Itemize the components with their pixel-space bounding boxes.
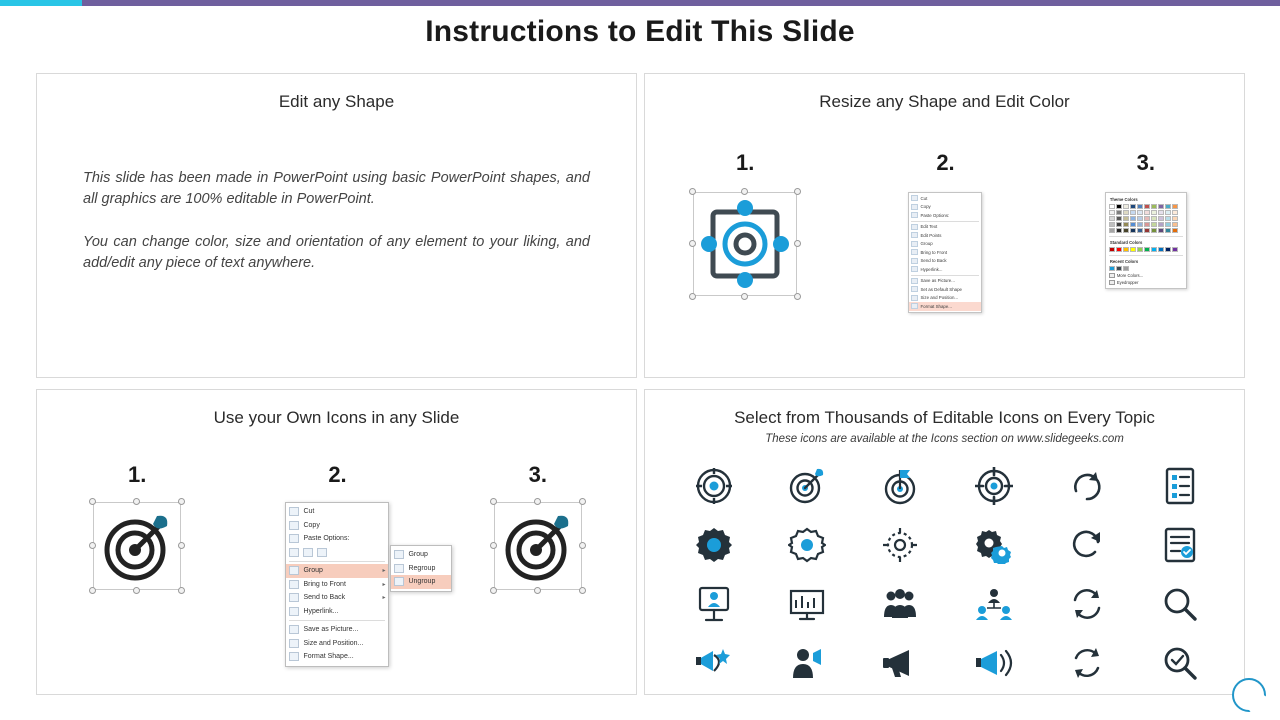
color-swatch[interactable]	[1137, 247, 1143, 252]
resize-handle-middle-right[interactable]	[794, 240, 801, 247]
color-swatch[interactable]	[1144, 222, 1150, 227]
context-menu-label: Save as Picture...	[303, 626, 359, 634]
resize-handle-top-right[interactable]	[178, 498, 185, 505]
color-swatch[interactable]	[1172, 204, 1178, 209]
color-swatch[interactable]	[1116, 228, 1122, 233]
color-swatch[interactable]	[1172, 247, 1178, 252]
color-swatch[interactable]	[1116, 204, 1122, 209]
mini-menu-label: Set as Default Shape	[920, 286, 962, 292]
color-swatch[interactable]	[1116, 216, 1122, 221]
submenu-item-ungroup[interactable]	[391, 575, 451, 589]
color-swatch[interactable]	[1158, 216, 1164, 221]
color-swatch[interactable]	[1158, 247, 1164, 252]
color-swatch[interactable]	[1116, 222, 1122, 227]
color-swatch[interactable]	[1137, 222, 1143, 227]
theme-color-row[interactable]	[1109, 204, 1183, 209]
icon-cell[interactable]	[694, 525, 734, 565]
menu-divider	[289, 620, 385, 621]
color-swatch[interactable]	[1130, 210, 1136, 215]
target-dartboard-icon	[695, 467, 733, 505]
accent-bar-left	[0, 0, 82, 6]
color-swatch[interactable]	[1137, 216, 1143, 221]
document-check-icon	[1163, 526, 1197, 564]
mini-menu-item[interactable]	[909, 277, 981, 286]
recent-color-row[interactable]	[1109, 266, 1183, 271]
icon-cell[interactable]	[974, 643, 1014, 683]
ungrouped-icon-wrapper	[494, 502, 582, 590]
resize-step3-art	[1046, 192, 1246, 289]
own-icons-step-3: 3.	[528, 462, 547, 487]
color-swatch[interactable]	[1109, 222, 1115, 227]
resize-handle-bottom-right[interactable]	[579, 587, 586, 594]
person-presenter-icon	[697, 585, 731, 623]
refresh-clockwise-icon	[1070, 469, 1104, 503]
color-swatch[interactable]	[1151, 216, 1157, 221]
color-swatch[interactable]	[1144, 228, 1150, 233]
page-title: Instructions to Edit This Slide	[425, 15, 855, 48]
group-submenu[interactable]	[390, 545, 452, 592]
resize-handle-bottom-left[interactable]	[89, 587, 96, 594]
resize-handle-top-right[interactable]	[579, 498, 586, 505]
more-colors-option[interactable]	[1109, 273, 1183, 278]
mini-menu-label: Bring to Front	[920, 249, 948, 255]
target-crosshair-icon	[975, 467, 1013, 505]
resize-handle-middle-left[interactable]	[490, 542, 497, 549]
mini-menu-item[interactable]	[909, 203, 981, 212]
theme-color-row[interactable]	[1109, 222, 1183, 227]
color-swatch[interactable]	[1158, 228, 1164, 233]
gear-dotted-icon	[881, 526, 919, 564]
icon-cell[interactable]	[694, 643, 734, 683]
color-swatch[interactable]	[1151, 210, 1157, 215]
icon-cell[interactable]	[880, 466, 920, 506]
mini-menu-label: Hyperlink...	[920, 266, 943, 272]
hyperlink-icon	[911, 266, 918, 272]
magnifier-icon	[1162, 586, 1198, 622]
submenu-label: Group	[408, 551, 428, 559]
selected-icon-wrapper	[93, 502, 181, 590]
icon-cell[interactable]	[694, 466, 734, 506]
color-swatch[interactable]	[1151, 228, 1157, 233]
hyperlink-icon	[289, 607, 299, 616]
mini-menu-label: Copy	[920, 204, 931, 210]
cut-icon	[911, 195, 918, 201]
copy-icon	[289, 521, 299, 530]
color-swatch[interactable]	[1137, 210, 1143, 215]
color-swatch[interactable]	[1165, 216, 1171, 221]
panel-title-edit-shape: Edit any Shape	[278, 92, 395, 111]
megaphone-icon	[881, 647, 919, 679]
regroup-icon	[394, 564, 404, 573]
mini-menu-label: Send to Back	[920, 258, 947, 264]
color-swatch[interactable]	[1158, 204, 1164, 209]
context-menu-label: Bring to Front	[303, 580, 346, 588]
mini-menu-label: Group	[920, 241, 933, 247]
own-icons-step2-art	[237, 502, 437, 667]
resize-handle-bottom-right[interactable]	[794, 293, 801, 300]
size-position-icon	[289, 639, 299, 648]
color-swatch[interactable]	[1165, 222, 1171, 227]
context-menu-label: Hyperlink...	[303, 607, 339, 615]
icon-cell[interactable]	[974, 584, 1014, 624]
resize-steps-row	[645, 150, 1246, 176]
selection-box	[693, 192, 797, 296]
icon-cell[interactable]	[880, 643, 920, 683]
menu-divider	[911, 275, 979, 276]
context-menu-label: Send to Back	[303, 594, 346, 602]
color-swatch[interactable]	[1165, 247, 1171, 252]
mini-menu-item-format-shape[interactable]	[909, 302, 981, 311]
icon-cell[interactable]	[787, 525, 827, 565]
color-swatch[interactable]	[1123, 204, 1129, 209]
mini-menu-label: Cut	[920, 195, 928, 201]
context-menu-item[interactable]	[286, 519, 388, 533]
color-swatch[interactable]	[1130, 204, 1136, 209]
submenu-label: Ungroup	[408, 578, 436, 586]
color-swatch[interactable]	[1130, 216, 1136, 221]
bring-to-front-icon	[911, 249, 918, 255]
color-swatch[interactable]	[1123, 266, 1129, 271]
edit-points-icon	[911, 232, 918, 238]
recent-colors-label: Recent Colors	[1109, 259, 1139, 264]
decorative-circle	[1232, 678, 1266, 712]
resize-handle-top-left[interactable]	[490, 498, 497, 505]
color-swatch[interactable]	[1130, 247, 1136, 252]
mini-menu-label: Size and Position...	[920, 295, 959, 301]
context-menu-item[interactable]	[286, 591, 388, 605]
color-swatch[interactable]	[1158, 210, 1164, 215]
format-shape-icon	[911, 303, 918, 309]
icon-cell[interactable]	[1160, 525, 1200, 565]
icon-cell[interactable]	[974, 466, 1014, 506]
chevron-right-icon: ▸	[382, 595, 386, 602]
resize-handle-bottom-left[interactable]	[490, 587, 497, 594]
group-icon	[394, 550, 404, 559]
submenu-item-group[interactable]	[391, 548, 451, 562]
menu-divider	[911, 221, 979, 222]
context-menu-item[interactable]	[286, 605, 388, 619]
resize-handle-bottom-center[interactable]	[741, 293, 748, 300]
megaphone-star-icon	[695, 646, 733, 680]
panel-resize-shape	[644, 73, 1245, 378]
color-swatch[interactable]	[1123, 247, 1129, 252]
resize-handle-bottom-left[interactable]	[689, 293, 696, 300]
icon-cell[interactable]	[880, 584, 920, 624]
color-swatch[interactable]	[1109, 216, 1115, 221]
own-icons-step-1: 1.	[127, 462, 147, 487]
own-icons-steps-row	[37, 462, 638, 488]
panel-title-own-icons: Use your Own Icons in any Slide	[213, 408, 460, 427]
icon-cell[interactable]	[1067, 466, 1107, 506]
mini-menu-label: Save as Picture...	[920, 278, 955, 284]
context-menu-label: Format Shape...	[303, 653, 354, 661]
default-shape-icon	[911, 286, 918, 292]
color-swatch[interactable]	[1144, 210, 1150, 215]
send-to-back-icon	[289, 593, 299, 602]
sync-arrows-icon	[1070, 587, 1104, 621]
icon-cell[interactable]	[1160, 643, 1200, 683]
icon-cell[interactable]	[1067, 584, 1107, 624]
context-menu-item-group[interactable]	[286, 564, 388, 578]
selection-box	[93, 502, 181, 590]
mini-menu-item[interactable]	[909, 211, 981, 220]
color-swatch[interactable]	[1116, 266, 1122, 271]
paste-option-picture-icon[interactable]	[303, 548, 313, 557]
selection-box	[494, 502, 582, 590]
recycle-arrows-icon	[1070, 646, 1104, 680]
save-as-picture-icon	[911, 278, 918, 284]
icon-cell[interactable]	[787, 466, 827, 506]
context-menu-item[interactable]	[286, 650, 388, 664]
context-menu-label: Copy	[303, 521, 320, 529]
context-menu-label: Cut	[303, 508, 315, 516]
resize-step-2: 2.	[936, 150, 955, 175]
chevron-right-icon: ▸	[382, 581, 386, 588]
color-swatch[interactable]	[1109, 247, 1115, 252]
color-swatch[interactable]	[1172, 216, 1178, 221]
color-swatch[interactable]	[1116, 247, 1122, 252]
color-swatch[interactable]	[1123, 222, 1129, 227]
color-swatch[interactable]	[1144, 216, 1150, 221]
color-swatch[interactable]	[1130, 222, 1136, 227]
resize-handle-top-center[interactable]	[534, 498, 541, 505]
color-picker-panel[interactable]	[1105, 192, 1187, 289]
magnifier-check-icon	[1162, 645, 1198, 681]
mini-menu-item[interactable]	[909, 240, 981, 249]
paste-options-row[interactable]	[286, 546, 388, 560]
megaphone-lines-icon	[975, 647, 1013, 679]
own-icons-step1-art	[37, 502, 237, 590]
theme-color-row[interactable]	[1109, 216, 1183, 221]
selected-shape-wrapper	[693, 192, 797, 296]
people-network-icon	[975, 587, 1013, 621]
panel-edit-any-shape	[36, 73, 637, 378]
theme-color-row[interactable]	[1109, 210, 1183, 215]
people-group-icon	[881, 587, 919, 621]
own-icons-step-2: 2.	[328, 462, 347, 487]
mini-menu-label: Edit Points	[920, 232, 942, 238]
context-menu[interactable]	[285, 502, 436, 667]
panel-divider	[1109, 255, 1183, 256]
chevron-right-icon: ▸	[382, 568, 386, 575]
context-menu-item[interactable]	[286, 532, 388, 546]
person-speaker-icon	[789, 645, 825, 681]
group-icon	[911, 241, 918, 247]
mini-context-menu[interactable]	[908, 192, 982, 313]
icon-cell[interactable]	[1160, 466, 1200, 506]
eyedropper-icon	[1109, 280, 1115, 285]
icon-cell[interactable]	[1067, 525, 1107, 565]
gear-outline-icon	[788, 526, 826, 564]
icon-cell[interactable]	[694, 584, 734, 624]
context-menu-item[interactable]	[286, 578, 388, 592]
icon-cell[interactable]	[787, 584, 827, 624]
edit-shape-paragraph-1: This slide has been made in PowerPoint using basic PowerPoint shapes, and all graphics are 100% editable in PowerPoint.	[83, 170, 590, 208]
resize-handle-middle-right[interactable]	[579, 542, 586, 549]
context-menu-item[interactable]	[286, 505, 388, 519]
ungroup-icon	[394, 577, 404, 586]
resize-handle-bottom-center[interactable]	[133, 587, 140, 594]
color-swatch[interactable]	[1172, 210, 1178, 215]
mini-menu-label: Paste Options:	[920, 212, 950, 218]
paste-icon	[289, 534, 299, 543]
theme-colors-label: Theme Colors	[1109, 197, 1138, 202]
color-swatch[interactable]	[1137, 228, 1143, 233]
more-colors-label: More Colors...	[1116, 273, 1144, 278]
resize-step-1: 1.	[735, 150, 755, 175]
mini-menu-item[interactable]	[909, 294, 981, 303]
size-position-icon	[911, 295, 918, 301]
icon-cell[interactable]	[1067, 643, 1107, 683]
color-swatch[interactable]	[1165, 204, 1171, 209]
context-menu-item[interactable]	[286, 637, 388, 651]
editable-icons-subtitle: These icons are available at the Icons section on www.slidegeeks.com	[765, 433, 1124, 445]
mini-menu-item[interactable]	[909, 248, 981, 257]
panel-own-icons	[36, 389, 637, 695]
own-icons-step3-art	[438, 502, 638, 590]
submenu-label: Regroup	[408, 564, 436, 572]
color-swatch[interactable]	[1165, 210, 1171, 215]
bring-to-front-icon	[289, 580, 299, 589]
resize-step-3: 3.	[1136, 150, 1155, 175]
presentation-board-icon	[789, 586, 825, 622]
standard-colors-label: Standard Colors	[1109, 240, 1143, 245]
edit-text-icon	[911, 224, 918, 230]
submenu-item-regroup[interactable]	[391, 562, 451, 576]
color-swatch[interactable]	[1123, 210, 1129, 215]
send-to-back-icon	[911, 258, 918, 264]
color-swatch[interactable]	[1137, 204, 1143, 209]
context-menu-label: Group	[303, 567, 323, 575]
context-menu-label: Paste Options:	[303, 535, 350, 543]
color-swatch[interactable]	[1109, 228, 1115, 233]
resize-step2-art	[845, 192, 1045, 313]
menu-divider	[289, 561, 385, 562]
document-list-icon	[1163, 467, 1197, 505]
mini-menu-item[interactable]	[909, 257, 981, 266]
resize-handle-top-right[interactable]	[794, 188, 801, 195]
resize-handle-middle-right[interactable]	[178, 542, 185, 549]
paste-option-text-icon[interactable]	[317, 548, 327, 557]
panel-title-editable-icons: Select from Thousands of Editable Icons on Every Topic	[734, 408, 1155, 427]
color-swatch[interactable]	[1109, 210, 1115, 215]
refresh-arrow-icon	[1070, 528, 1104, 562]
mini-menu-label: Edit Text	[920, 224, 938, 230]
panel-editable-icons	[644, 389, 1245, 695]
theme-color-row[interactable]	[1109, 228, 1183, 233]
own-icons-art-row	[37, 502, 638, 662]
gear-solid-icon	[695, 526, 733, 564]
eyedropper-label: Eyedropper	[1116, 280, 1139, 285]
color-swatch[interactable]	[1123, 228, 1129, 233]
icon-cell[interactable]	[787, 643, 827, 683]
mini-menu-item[interactable]	[909, 285, 981, 294]
eyedropper-option[interactable]	[1109, 280, 1183, 285]
context-menu-label: Size and Position...	[303, 639, 364, 647]
mini-menu-item[interactable]	[909, 231, 981, 240]
panel-title-resize-shape: Resize any Shape and Edit Color	[819, 92, 1070, 111]
color-swatch[interactable]	[1151, 247, 1157, 252]
context-menu-item[interactable]	[286, 623, 388, 637]
save-as-picture-icon	[289, 625, 299, 634]
edit-shape-paragraph-2: You can change color, size and orientation of any element to your liking, and add/edit any piece of text anywhere.	[83, 234, 590, 272]
resize-handle-bottom-center[interactable]	[534, 587, 541, 594]
color-swatch[interactable]	[1109, 266, 1115, 271]
color-swatch[interactable]	[1151, 204, 1157, 209]
copy-icon	[911, 204, 918, 210]
color-swatch[interactable]	[1109, 204, 1115, 209]
panel-divider	[1109, 236, 1183, 237]
color-swatch[interactable]	[1151, 222, 1157, 227]
color-swatch[interactable]	[1165, 228, 1171, 233]
color-swatch[interactable]	[1144, 204, 1150, 209]
accent-bar-right	[82, 0, 1280, 6]
format-shape-icon	[289, 652, 299, 661]
paste-icon	[911, 212, 918, 218]
icon-cell[interactable]	[1160, 584, 1200, 624]
color-swatch[interactable]	[1116, 210, 1122, 215]
more-colors-icon	[1109, 273, 1115, 278]
icon-cell[interactable]	[974, 525, 1014, 565]
standard-color-row[interactable]	[1109, 247, 1183, 252]
mini-menu-item[interactable]	[909, 265, 981, 274]
color-swatch[interactable]	[1123, 216, 1129, 221]
mini-menu-item[interactable]	[909, 194, 981, 203]
target-flag-icon	[881, 467, 919, 505]
color-swatch[interactable]	[1144, 247, 1150, 252]
color-swatch[interactable]	[1158, 222, 1164, 227]
color-swatch[interactable]	[1130, 228, 1136, 233]
resize-handle-bottom-right[interactable]	[178, 587, 185, 594]
color-swatch[interactable]	[1172, 222, 1178, 227]
color-swatch[interactable]	[1172, 228, 1178, 233]
icon-library-grid	[667, 456, 1227, 692]
gears-double-icon	[975, 526, 1013, 564]
target-arrow-icon	[788, 467, 826, 505]
cut-icon	[289, 507, 299, 516]
resize-step1-art	[645, 192, 845, 296]
resize-art-row	[645, 192, 1246, 322]
mini-menu-label: Format Shape...	[920, 303, 952, 309]
icon-cell[interactable]	[880, 525, 920, 565]
paste-option-keep-formatting-icon[interactable]	[289, 548, 299, 557]
mini-menu-item[interactable]	[909, 223, 981, 232]
group-icon	[289, 566, 299, 575]
